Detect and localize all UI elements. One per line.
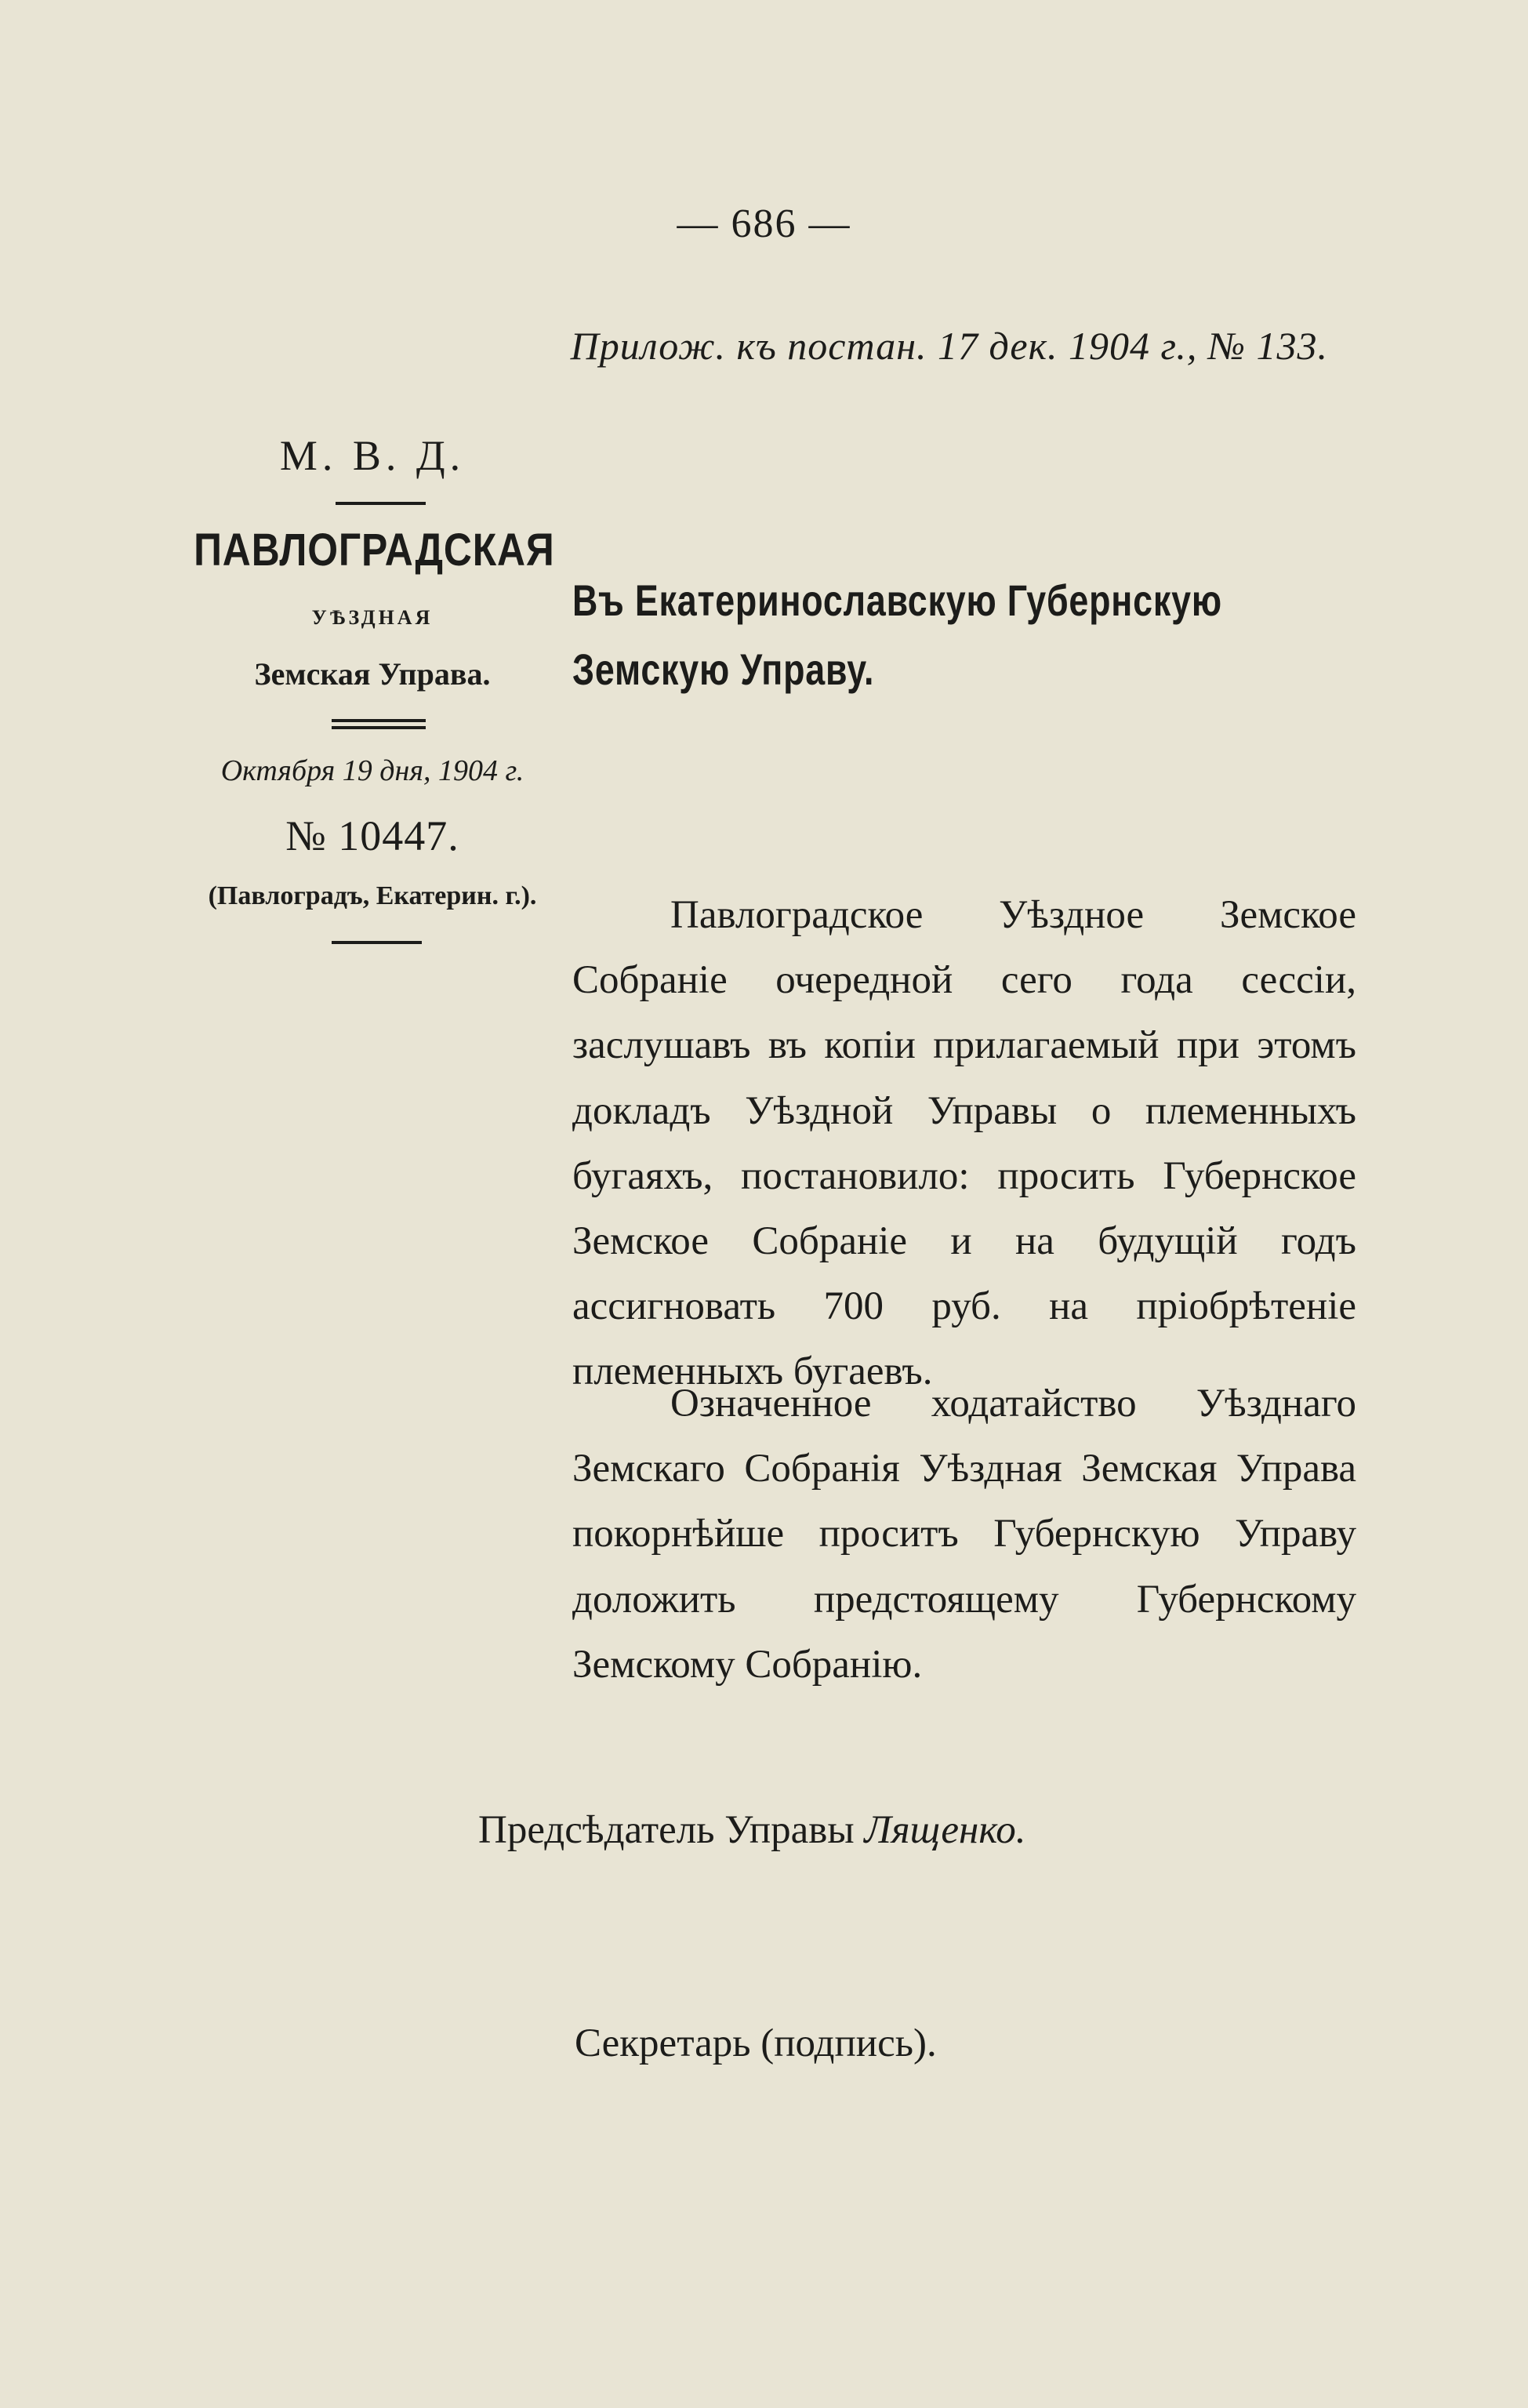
- paragraph-text: Павлоградское Уѣздное Земское Собраніе очередной сего года сессіи, заслушавъ въ копіи прилагаемый при этомъ докладъ Уѣздной Управы о племенныхъ бугаяхъ, постановило: просить Губернское Земское Собраніе и на будущій годъ ассигновать 700 руб. на пріобрѣтеніе племенныхъ бугаевъ.: [572, 893, 1356, 1394]
- addressee: [572, 566, 1222, 704]
- addressee-line: Земскую Управу.: [572, 645, 875, 694]
- secretary-signature-line: Секретарь (подпись).: [575, 2021, 937, 2065]
- double-rule: [332, 719, 426, 729]
- chairman-title: Предсѣдатель Управы: [478, 1808, 855, 1852]
- divider-rule: [336, 502, 426, 505]
- outgoing-number: № 10447.: [285, 812, 459, 859]
- body-paragraph: [572, 1371, 1356, 1698]
- attachment-reference: Прилож. къ постан. 17 дек. 1904 г., № 133.: [570, 324, 1328, 368]
- addressee-line: Въ Екатеринославскую Губернскую: [572, 576, 1222, 625]
- page-number: — 686 —: [677, 202, 851, 246]
- outgoing-date: Октября 19 дня, 1904 г.: [220, 754, 524, 787]
- chairman-signature-line: [478, 1807, 1026, 1853]
- org-location: (Павлоградъ, Екатерин. г.).: [208, 881, 537, 910]
- divider-rule: [332, 941, 422, 944]
- body-paragraph: [572, 883, 1356, 1405]
- org-type: УѢЗДНАЯ: [311, 606, 434, 629]
- org-body: Земская Управа.: [254, 656, 491, 692]
- paragraph-text: Означенное ходатайство Уѣзднаго Земскаго Собранія Уѣздная Земская Управа покорнѣйше проситъ Губернскую Управу доложить предстоящему Губернскому Земскому Собранію.: [572, 1382, 1356, 1687]
- org-name: ПАВЛОГРАДСКАЯ: [194, 525, 555, 576]
- chairman-name: Лященко.: [864, 1808, 1026, 1852]
- ministry-abbrev: М. В. Д.: [279, 432, 466, 479]
